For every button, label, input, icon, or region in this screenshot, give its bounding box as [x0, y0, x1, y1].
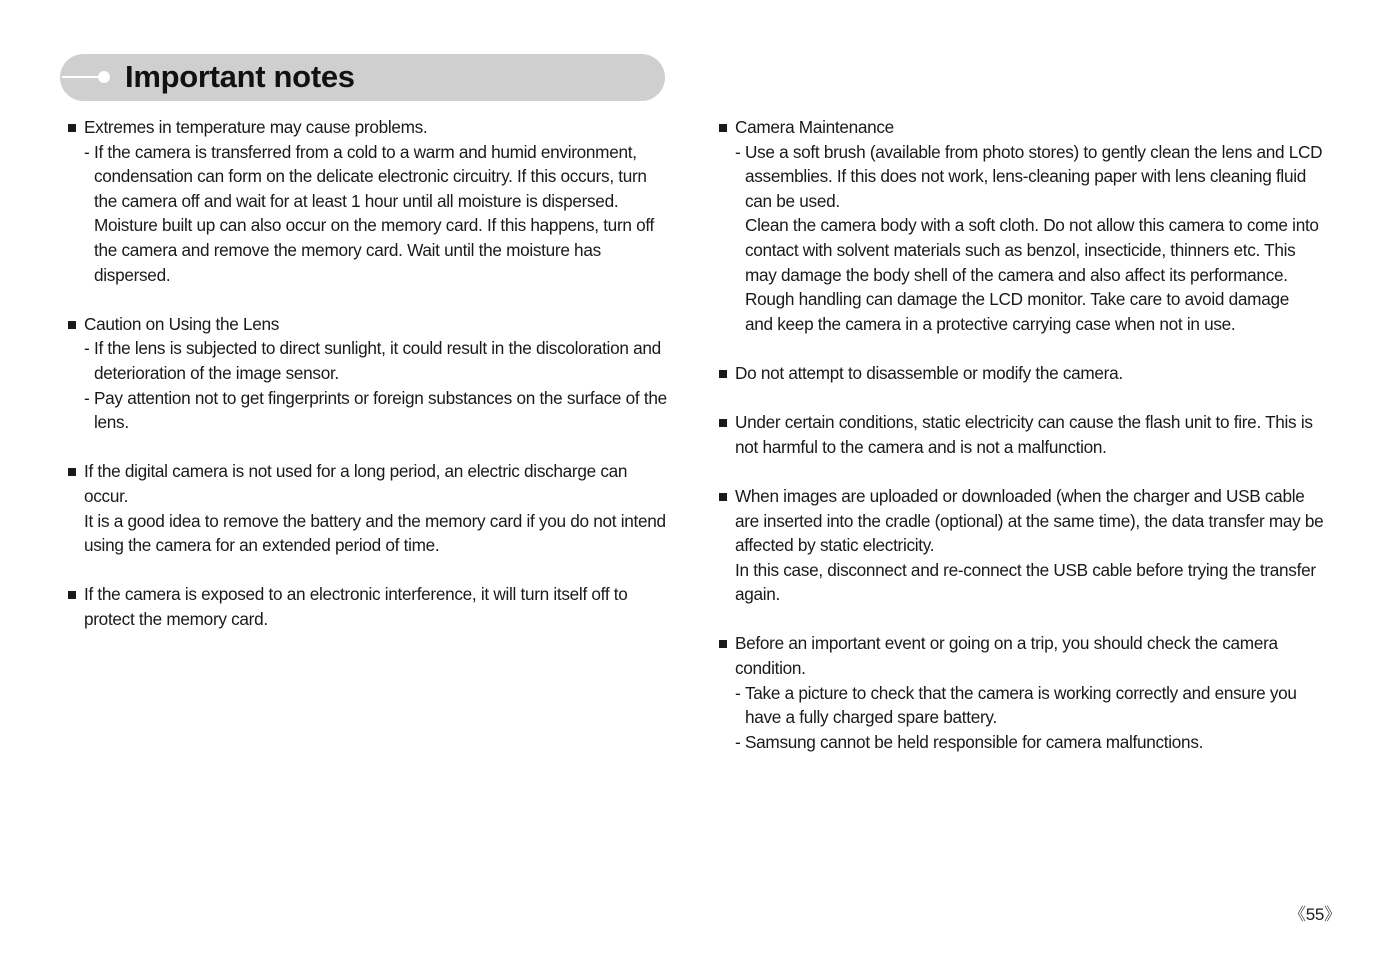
sub-note-line: dispersed. [94, 264, 171, 285]
sub-note-line: can be used. [745, 190, 840, 211]
sub-note-line: contact with solvent materials such as benzol, insecticide, thinners etc. This [745, 239, 1296, 260]
sub-note-line: have a fully charged spare battery. [745, 707, 997, 728]
sub-note-dash: - [735, 682, 741, 703]
note-text-line: using the camera for an extended period of time. [84, 535, 440, 556]
square-bullet-icon [719, 419, 727, 427]
note-text-line: affected by static electricity. [735, 535, 935, 556]
square-bullet-icon [719, 493, 727, 501]
note-text-line: are inserted into the cradle (optional) at the same time), the data transfer may be [735, 510, 1324, 531]
sub-note-line: condensation can form on the delicate electronic circuitry. If this occurs, turn [94, 166, 647, 187]
left-column [67, 115, 667, 656]
square-bullet-icon [719, 640, 727, 648]
sub-note [84, 386, 667, 435]
note-item [718, 484, 1324, 607]
note-item [67, 582, 667, 631]
sub-note [735, 140, 1323, 337]
note-item [718, 410, 1318, 459]
note-text-line: Under certain conditions, static electricity can cause the flash unit to fire. This is [735, 412, 1313, 433]
sub-note-line: deterioration of the image sensor. [94, 362, 339, 383]
note-text-line: Do not attempt to disassemble or modify the camera. [735, 362, 1123, 383]
sub-note [735, 681, 1318, 730]
sub-note-line: Moisture built up can also occur on the memory card. If this happens, turn off [94, 215, 655, 236]
sub-note-line: Samsung cannot be held responsible for camera malfunctions. [745, 731, 1204, 752]
sub-note [84, 336, 667, 385]
note-text-line: occur. [84, 485, 129, 506]
sub-note-dash: - [84, 387, 90, 408]
right-column [718, 115, 1324, 779]
note-item [718, 115, 1323, 336]
sub-note-line: and keep the camera in a protective carrying case when not in use. [745, 313, 1236, 334]
sub-note [84, 140, 667, 288]
note-item [67, 459, 667, 557]
sub-note-line: If the lens is subjected to direct sunlight, it could result in the discoloration and [94, 338, 661, 359]
title-decoration-dot [98, 71, 110, 83]
sub-note-dash: - [735, 141, 741, 162]
sub-note-line: Take a picture to check that the camera is working correctly and ensure you [745, 682, 1297, 703]
sub-note-line: Clean the camera body with a soft cloth. Do not allow this camera to come into [745, 215, 1319, 236]
sub-note-line: the camera off and wait for at least 1 hour until all moisture is dispersed. [94, 190, 619, 211]
note-item [718, 631, 1318, 754]
note-text-line: If the camera is exposed to an electronic interference, it will turn itself off to [84, 584, 628, 605]
sub-note [735, 730, 1318, 755]
sub-note-dash: - [84, 338, 90, 359]
note-text-line: condition. [735, 658, 806, 679]
sub-note-line: Use a soft brush (available from photo stores) to gently clean the lens and LCD [745, 141, 1323, 162]
note-text-line: not harmful to the camera and is not a malfunction. [735, 436, 1107, 457]
square-bullet-icon [68, 468, 76, 476]
sub-note-line: If the camera is transferred from a cold to a warm and humid environment, [94, 141, 637, 162]
sub-note-line: Pay attention not to get fingerprints or foreign substances on the surface of the [94, 387, 667, 408]
note-text-line: protect the memory card. [84, 608, 268, 629]
note-item [67, 115, 667, 287]
note-text-line: It is a good idea to remove the battery and the memory card if you do not intend [84, 510, 666, 531]
note-item [67, 312, 667, 435]
note-item [718, 361, 1318, 386]
square-bullet-icon [68, 591, 76, 599]
sub-note-line: the camera and remove the memory card. Wait until the moisture has [94, 239, 601, 260]
note-text-line: Caution on Using the Lens [84, 313, 280, 334]
square-bullet-icon [68, 321, 76, 329]
note-text-line: Camera Maintenance [735, 117, 894, 137]
square-bullet-icon [719, 370, 727, 378]
note-text-line: again. [735, 584, 781, 605]
sub-note-line: Rough handling can damage the LCD monitor. Take care to avoid damage [745, 289, 1289, 310]
note-text-line: Extremes in temperature may cause problems. [84, 117, 428, 137]
page-title: Important notes [125, 59, 355, 94]
note-text-line: If the digital camera is not used for a long period, an electric discharge can [84, 461, 628, 482]
note-text-line: Before an important event or going on a trip, you should check the camera [735, 633, 1278, 654]
note-text-line: When images are uploaded or downloaded (when the charger and USB cable [735, 485, 1305, 506]
sub-note-line: lens. [94, 412, 129, 433]
page-number: 《55》 [1289, 905, 1341, 924]
sub-note-dash: - [735, 731, 741, 752]
square-bullet-icon [719, 124, 727, 132]
square-bullet-icon [68, 124, 76, 132]
sub-note-line: assemblies. If this does not work, lens-cleaning paper with lens cleaning fluid [745, 166, 1306, 187]
note-text-line: In this case, disconnect and re-connect the USB cable before trying the transfer [735, 559, 1316, 580]
sub-note-dash: - [84, 141, 90, 162]
sub-note-line: may damage the body shell of the camera and also affect its performance. [745, 264, 1288, 285]
